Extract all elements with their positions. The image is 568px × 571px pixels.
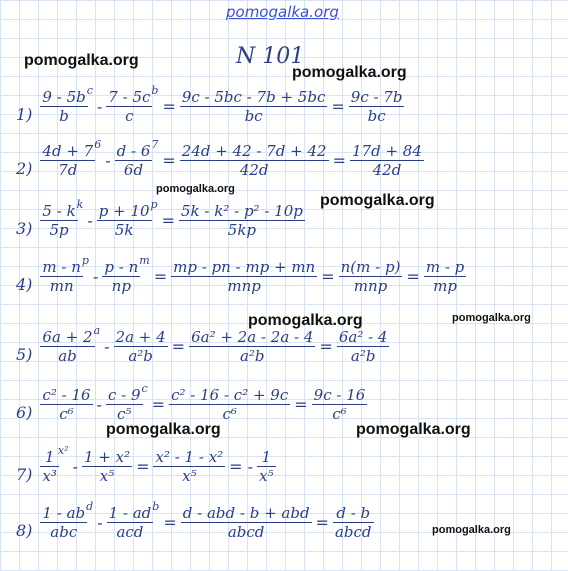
fraction (107, 504, 154, 541)
numerator: 17d + 84 (352, 142, 422, 160)
fraction (40, 202, 77, 239)
numerator: 6a² - 4 (338, 328, 388, 346)
fraction (106, 386, 143, 423)
denominator: abcd (334, 523, 372, 541)
fraction (153, 448, 225, 485)
equation-row (16, 500, 374, 541)
fraction (40, 142, 95, 179)
multiplier-note: b (152, 500, 160, 513)
fraction (40, 258, 83, 295)
multiplier-note: a (93, 324, 101, 337)
fraction (333, 504, 374, 541)
denominator: 42d (372, 161, 402, 179)
denominator: bc (244, 107, 263, 125)
watermark-label: pomogalka.org (24, 52, 139, 69)
denominator: 42d (239, 161, 269, 179)
fraction (339, 258, 403, 295)
denominator: mnp (353, 277, 388, 295)
row-number: 1) (16, 105, 33, 124)
row-number: 7) (16, 465, 33, 484)
fraction (106, 88, 152, 125)
numerator: c² - 16 - c² + 9c (171, 386, 289, 404)
multiplier-note: b (151, 84, 159, 97)
equation-row (16, 324, 389, 365)
denominator: 5p (49, 221, 69, 239)
row-number: 3) (16, 219, 33, 238)
denominator: c (125, 107, 134, 125)
numerator: c - 9 (107, 386, 141, 404)
numerator: 5 - k (42, 202, 76, 220)
operator: = (163, 513, 177, 532)
watermark-label: pomogalka.org (106, 421, 221, 438)
denominator: ab (58, 347, 77, 365)
denominator: x⁵ (259, 467, 274, 485)
fraction (102, 258, 140, 295)
numerator: mp - pn - mp + mn (173, 258, 316, 276)
operator: = (332, 151, 347, 170)
fraction (257, 448, 275, 485)
equation-row (16, 198, 305, 239)
denominator: a²b (350, 347, 376, 365)
numerator: 1 - ab (42, 504, 86, 522)
numerator: 1 (44, 448, 55, 466)
fraction (337, 328, 390, 365)
row-number: 5) (16, 345, 33, 364)
numerator: c² - 16 (42, 386, 91, 404)
operator: = (319, 337, 333, 356)
denominator: abcd (227, 523, 265, 541)
denominator: c⁶ (59, 405, 74, 423)
fraction (349, 88, 405, 125)
multiplier-note: 6 (94, 138, 102, 151)
fraction (115, 142, 153, 179)
watermark-label: pomogalka.org (292, 64, 407, 81)
numerator: 1 + x² (83, 448, 131, 466)
fraction (189, 328, 315, 365)
watermark-label: pomogalka.org (248, 312, 363, 329)
watermark-label: pomogalka.org (452, 312, 531, 324)
row-number: 4) (16, 275, 33, 294)
operator: - (104, 337, 110, 356)
denominator: abc (50, 523, 78, 541)
exercise-title: N 101 (236, 44, 305, 69)
fraction (40, 328, 94, 365)
numerator: 9c - 16 (313, 386, 366, 404)
fraction (171, 258, 317, 295)
fraction (424, 258, 466, 295)
denominator: c⁵ (117, 405, 132, 423)
numerator: 7 - 5c (108, 88, 151, 106)
denominator: c⁶ (222, 405, 237, 423)
operator: = (136, 457, 150, 476)
top-watermark: pomogalka.org (226, 3, 339, 21)
equation-row (16, 254, 466, 295)
fraction (312, 386, 368, 423)
operator: = (315, 513, 329, 532)
equation-row (16, 138, 424, 179)
fraction (180, 88, 328, 125)
multiplier-note: m (139, 254, 150, 267)
fraction (179, 202, 305, 239)
numerator: p - n (104, 258, 139, 276)
operator: = (331, 97, 345, 116)
operator: = (321, 267, 335, 286)
numerator: n(m - p) (340, 258, 401, 276)
denominator: a²b (239, 347, 265, 365)
numerator: m - p (425, 258, 465, 276)
fraction (114, 328, 168, 365)
watermark-label: pomogalka.org (156, 183, 235, 195)
denominator: np (111, 277, 131, 295)
fraction (40, 88, 87, 125)
operator: = (406, 267, 420, 286)
numerator: 9c - 7b (350, 88, 403, 106)
operator: = (171, 337, 186, 356)
denominator: x³ (42, 467, 57, 485)
numerator: 4d + 7 (42, 142, 94, 160)
numerator: 9 - 5b (42, 88, 86, 106)
multiplier-note: c (141, 382, 148, 395)
multiplier-note: c (86, 84, 93, 97)
equation-row (16, 84, 404, 125)
fraction (181, 504, 312, 541)
operator: - (87, 211, 93, 230)
operator: - (96, 395, 102, 414)
numerator: 6a² + 2a - 2a - 4 (191, 328, 314, 346)
operator: - (92, 267, 99, 286)
multiplier-note: p (81, 254, 89, 267)
denominator: 6d (123, 161, 144, 179)
numerator: p + 10 (98, 202, 150, 220)
operator: = (162, 151, 176, 170)
fraction (169, 386, 290, 423)
denominator: mn (49, 277, 74, 295)
multiplier-note: k (76, 198, 84, 211)
equation-row (16, 382, 367, 423)
operator: = (161, 211, 175, 230)
numerator: 24d + 42 - 7d + 42 (181, 142, 327, 160)
numerator: d - b (336, 504, 371, 522)
fraction (40, 504, 87, 541)
multiplier-note: p (150, 198, 158, 211)
watermark-label: pomogalka.org (432, 524, 511, 536)
equation-row (16, 444, 276, 485)
denominator: 7d (58, 161, 78, 179)
operator: = (151, 395, 166, 414)
multiplier-note: d (86, 500, 94, 513)
numerator: d - 6 (116, 142, 151, 160)
fraction (82, 448, 132, 485)
numerator: 9c - 5bc - 7b + 5bc (181, 88, 326, 106)
denominator: b (59, 107, 69, 125)
numerator: 5k - k² - p² - 10p (181, 202, 303, 220)
row-number: 6) (16, 403, 33, 422)
denominator: 5kp (227, 221, 257, 239)
numerator: 2a + 4 (115, 328, 166, 346)
numerator: 1 - ad (108, 504, 152, 522)
denominator: a²b (128, 347, 153, 365)
multiplier-note: 7 (151, 138, 159, 151)
operator: - (72, 457, 78, 476)
fraction (40, 448, 58, 485)
numerator: 1 (261, 448, 272, 466)
operator: = (162, 97, 176, 116)
numerator: 6a + 2 (42, 328, 93, 346)
watermark-label: pomogalka.org (356, 421, 471, 438)
operator: - (105, 151, 111, 170)
row-number: 2) (16, 159, 33, 178)
denominator: bc (367, 107, 386, 125)
denominator: c⁶ (332, 405, 347, 423)
numerator: d - abd - b + abd (182, 504, 310, 522)
watermark-label: pomogalka.org (320, 192, 435, 209)
operator: = (153, 267, 168, 286)
fraction (97, 202, 152, 239)
denominator: x⁵ (99, 467, 115, 485)
fraction (350, 142, 424, 179)
fraction (180, 142, 329, 179)
denominator: mp (433, 277, 457, 295)
multiplier-note: x² (57, 444, 69, 457)
row-number: 8) (16, 521, 33, 540)
operator: - (96, 97, 103, 116)
denominator: mnp (227, 277, 261, 295)
denominator: x⁵ (182, 467, 197, 485)
operator: = (294, 395, 308, 414)
fraction (40, 386, 92, 423)
denominator: acd (116, 523, 144, 541)
denominator: 5k (114, 221, 134, 239)
operator: - (97, 513, 103, 532)
numerator: m - n (42, 258, 81, 276)
operator: = - (229, 457, 254, 476)
numerator: x² - 1 - x² (155, 448, 224, 466)
